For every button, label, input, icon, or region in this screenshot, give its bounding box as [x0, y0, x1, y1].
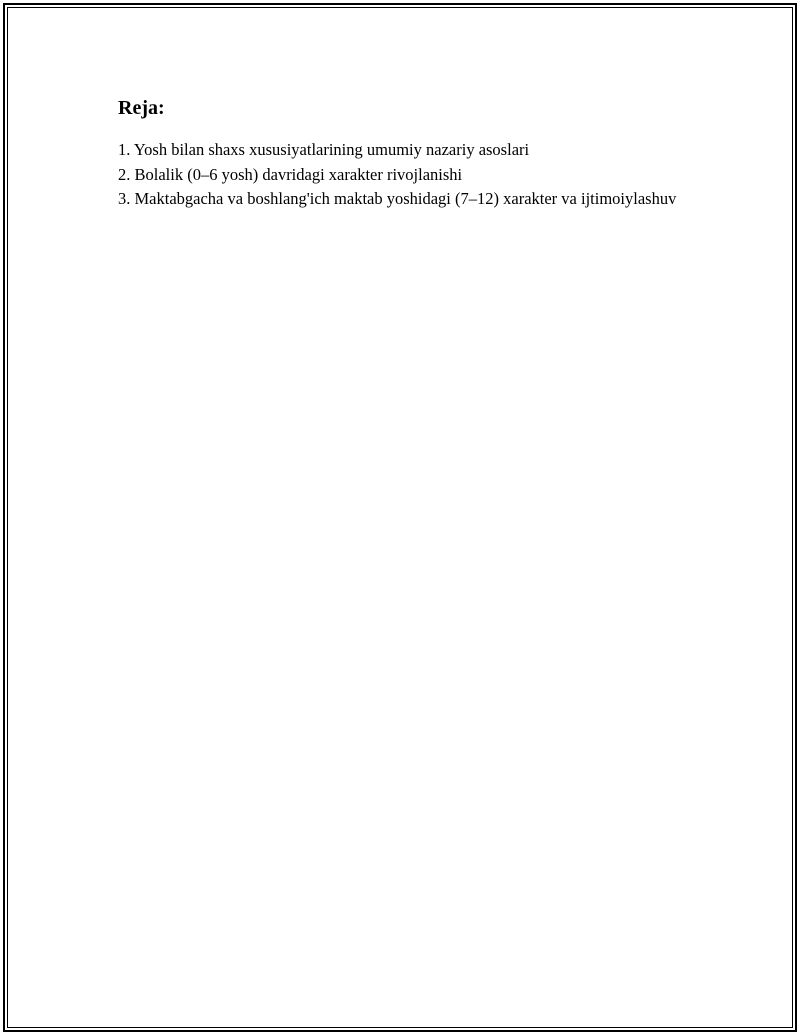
plan-item-1: 1. Yosh bilan shaxs xususiyatlarining umumiy nazariy asoslari: [118, 140, 530, 159]
document-body: [118, 95, 678, 212]
plan-item-3: 3. Maktabgacha va boshlang'ich maktab yoshidagi (7–12) xarakter va ijtimoiylashuv: [118, 189, 677, 208]
plan-item-2: 2. Bolalik (0–6 yosh) davridagi xarakter rivojlanishi: [118, 164, 463, 184]
plan-heading: Reja:: [118, 97, 165, 119]
plan-list: [118, 138, 678, 212]
page-border: [3, 3, 797, 1032]
